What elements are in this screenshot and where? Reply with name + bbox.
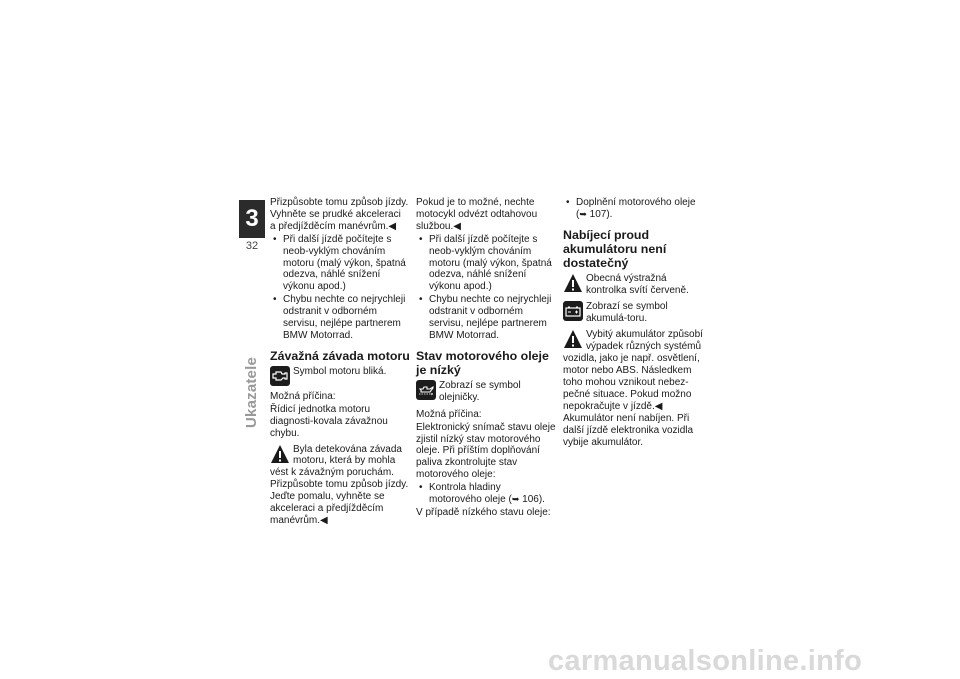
warning-text: Obecná výstražná kontrolka svítí červeně.: [586, 272, 689, 296]
arrow-icon: ➥: [579, 208, 587, 219]
final-text: Akumulátor není nabíjen. Při další jízdě elektronika vozidla vybije akumulátor.: [563, 412, 694, 448]
warning-text: Vybitý akumulátor způsobí výpadek různých systémů vozidla, jako je např. osvětlení, motor nebo ABS. Následkem toho mohou vznikout nebez-pečné situace.: [563, 329, 703, 400]
page-number: 32: [245, 240, 259, 252]
warning-block: [270, 444, 410, 480]
arrow-icon: ➥: [511, 494, 520, 505]
page-ref: 107).: [589, 208, 613, 220]
intro-line-3: a předjížděcím manévrům.: [270, 220, 389, 232]
bullet-list: [270, 234, 410, 342]
list-item: • Chybu nechte co nejrychleji odstranit v odborném servisu, nejlépe partnerem BMW Motorrad.: [416, 294, 556, 342]
list-item: • Při další jízdě počítejte s neob-vyklým chováním motoru (malý výkon, špatná odezva, náhlé snížení výkonu apod.): [416, 234, 556, 294]
list-item: • Chybu nechte co nejrychleji odstranit v odborném servisu, nejlépe partnerem BMW Motorrad.: [270, 294, 410, 342]
column-3: [563, 197, 703, 450]
battery-icon: [563, 301, 583, 321]
chapter-number: 3: [245, 205, 259, 232]
page-ref: 106).: [522, 494, 545, 506]
oil-can-icon: [416, 380, 436, 400]
battery-icon-row: [563, 301, 703, 325]
intro-text: [416, 197, 556, 233]
icon-description: Symbol motoru bliká.: [293, 365, 387, 377]
oil-icon-row: [416, 380, 556, 404]
section-label: Ukazatele: [243, 356, 260, 428]
bullet-list: [563, 197, 703, 221]
icon-description: Zobrazí se symbol olejničky.: [439, 379, 521, 403]
warning-block: [563, 329, 703, 412]
section-heading: Závažná závada motoru: [270, 348, 410, 363]
engine-icon: [270, 366, 290, 386]
warning-triangle-icon: [563, 273, 583, 293]
list-item: [416, 482, 556, 506]
icon-description: Zobrazí se symbol akumulá-toru.: [586, 300, 668, 324]
fill-text: Doplnění motorového oleje: [576, 197, 696, 208]
end-mark: ◀: [388, 220, 397, 232]
warning-text: Byla detekována závada motoru, která by mohla vést k závažným poruchám.: [270, 443, 402, 479]
warning-triangle-icon: [563, 329, 583, 349]
closing-text: V případě nízkého stavu oleje:: [416, 506, 551, 518]
intro-text-content: Pokud je to možné, nechte motocykl odvézt odtahovou službou.: [416, 197, 538, 232]
intro-text: [270, 197, 410, 233]
chapter-tab: [239, 200, 265, 238]
warning-extra-text: Pokud možno nepokračujte v jízdě.: [563, 388, 692, 412]
end-mark: ◀: [453, 220, 461, 232]
after-text: [270, 479, 410, 527]
section-heading: Nabíjecí proud akumulátoru není dostatečný: [563, 227, 667, 270]
cause-label: Možná příčina:: [270, 390, 336, 402]
list-item: • Při další jízdě počítejte s neob-vyklým chováním motoru (malý výkon, špatná odezva, náhlé snížení výkonu apod.): [270, 234, 410, 294]
watermark: carmanualsonline.info: [548, 645, 863, 677]
bullet-list: [416, 482, 556, 506]
bullet-list: [416, 234, 556, 342]
end-mark: ◀: [320, 514, 328, 526]
cause-text: Elektronický snímač stavu oleje zjistil nízký stav motorového oleje. Při příštím doplňování paliva zkontrolujte stav motorového oleje:: [416, 421, 556, 481]
section-heading: Stav motorového oleje je nízký: [416, 348, 549, 377]
column-2: [416, 197, 556, 520]
warning-triangle-icon: [270, 444, 290, 464]
engine-icon-row: [270, 366, 410, 386]
column-1: [270, 197, 410, 528]
cause-text: Řídicí jednotka motoru diagnosti-kovala závažnou chybu.: [270, 403, 388, 439]
after-text-content: Přizpůsobte tomu způsob jízdy. Jeďte pomalu, vyhněte se akceleraci a předjížděcím manévrům.: [270, 479, 409, 526]
warning-block: [563, 273, 703, 297]
check-text: Kontrola hladiny motorového oleje (: [429, 482, 512, 506]
intro-line-1: Přizpůsobte tomu způsob jízdy.: [270, 197, 409, 208]
end-mark: ◀: [654, 400, 663, 412]
cause-label: Možná příčina:: [416, 408, 482, 420]
list-item: • Doplnění motorového oleje (➥ 107).: [563, 197, 703, 221]
intro-line-2: Vyhněte se prudké akceleraci: [270, 208, 401, 220]
